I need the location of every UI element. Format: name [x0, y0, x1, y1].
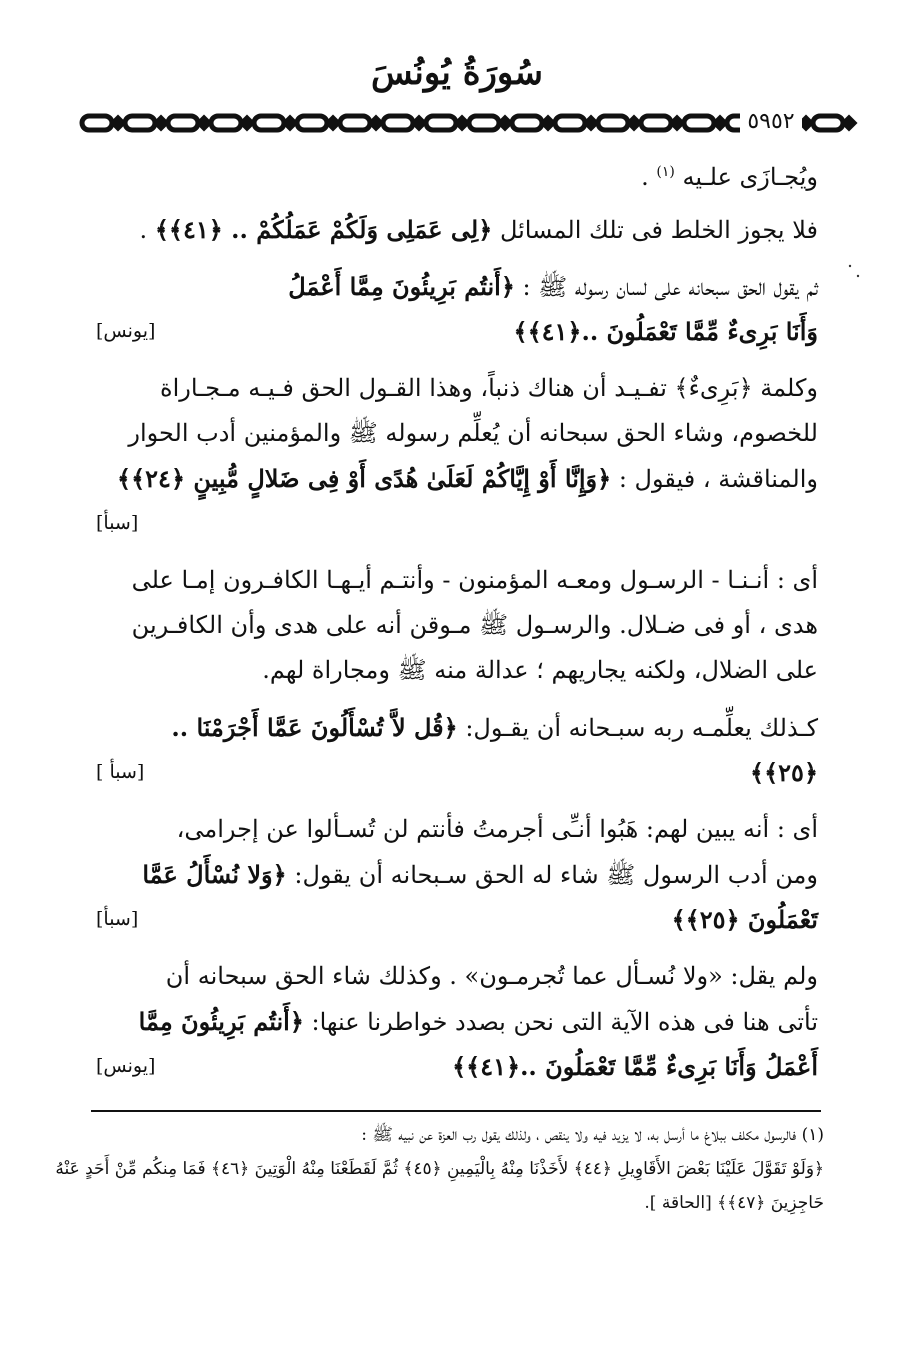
chain-diamond: [500, 118, 510, 128]
text-line: [96, 558, 818, 603]
text-line: [96, 603, 818, 648]
chain-diamond: [629, 118, 639, 128]
text: ولم يقل: «ولا نُسـأل عما تُجرمـون» . وكذلك شاء الحق سبحانه أن: [165, 962, 818, 990]
surah-reference: [سبأ]: [96, 512, 139, 534]
footnote-marker: (١): [656, 164, 675, 180]
text-line: [96, 207, 818, 252]
chain-link: [598, 116, 628, 130]
text-line: [96, 750, 818, 795]
margin-specks: [846, 262, 866, 282]
chain-diamond: [715, 118, 725, 128]
text: كـذلك يعلِّمـه ربه سبـحانه أن يقـول:: [465, 714, 818, 742]
text: ومن أدب الرسول ﷺ شاء له الحق سـبحانه أن يقول:: [294, 861, 818, 889]
text-line: [96, 648, 818, 693]
quran-verse: ﴿أَنتُم بَرِيئُونَ مِمَّا: [138, 1007, 304, 1036]
text-line: [96, 366, 818, 411]
chain-link: [125, 116, 155, 130]
surah-reference: [يونس]: [96, 320, 156, 342]
text: تأتى هنا فى هذه الآية التى نحن بصدد خواطرنا عنها:: [311, 1008, 818, 1036]
text: للخصوم، وشاء الحق سبحانه أن يُعلِّم رسوله ﷺ والمؤمنين أدب الحوار: [128, 419, 818, 447]
chain-link: [555, 116, 585, 130]
chain-link: [813, 116, 843, 130]
text: أى : أنـنـا - الرسـول ومعـه المؤمنون - وأنتـم أيـهـا الكافـرون إمـا على: [131, 566, 818, 594]
text-line: [96, 501, 818, 546]
chain-link: [426, 116, 456, 130]
footnote-divider: [91, 1110, 821, 1112]
chain-diamond: [113, 118, 123, 128]
text-line: [96, 807, 818, 852]
quran-verse: تَعْمَلُونَ ﴿٢٥﴾﴾: [671, 905, 818, 934]
chain-diamond: [414, 118, 424, 128]
text-line: [96, 954, 818, 999]
chain-link: [383, 116, 413, 130]
chain-diamond: [285, 118, 295, 128]
chain-diamond: [242, 118, 252, 128]
surah-reference: [سبأ ]: [96, 761, 145, 783]
text-line: [96, 999, 818, 1044]
footnote-line: حَاجِزِينَ ﴿٤٧﴾﴾ [الحاقة ].: [644, 1193, 824, 1213]
chain-link: [168, 116, 198, 130]
text: .: [641, 163, 649, 191]
chain-link: [684, 116, 714, 130]
text: ثم يقول الحق سبحانه على لسان رسوله ﷺ :: [522, 273, 818, 301]
text-line: [96, 705, 818, 750]
text: ويُجـازَى علـيه: [682, 163, 818, 191]
page-body: [96, 150, 818, 1089]
text-line: [96, 852, 818, 897]
chain-link: [254, 116, 284, 130]
text: والمناقشة ، فيقول :: [618, 465, 818, 493]
chain-link: [469, 116, 499, 130]
chain-diamond: [672, 118, 682, 128]
chain-link: [211, 116, 241, 130]
text-line: [96, 897, 818, 942]
quran-verse: وَأَنَا بَرِىءٌ مِّمَّا تَعْمَلُونَ ..﴿٤١﴾﴾: [513, 317, 818, 346]
chain-diamond: [543, 118, 553, 128]
chain-diamond: [457, 118, 467, 128]
quran-verse: أَعْمَلُ وَأَنَا بَرِىءٌ مِّمَّا تَعْمَلُونَ ..﴿٤١﴾﴾: [452, 1052, 818, 1081]
text: هدى ، أو فى ضـلال. والرسـول ﷺ مـوقن أنه على هدى وأن الكافـرين: [131, 611, 818, 639]
text-line: [96, 309, 818, 354]
surah-reference: [يونس]: [96, 1055, 156, 1077]
chain-diamond: [199, 118, 209, 128]
quran-verse: ﴿قُل لاَّ تُسْأَلُونَ عَمَّا أَجْرَمْنَا ..: [171, 713, 458, 742]
footnote: [55, 1118, 824, 1220]
chain-diamond: [586, 118, 596, 128]
quran-verse: ﴿أَنتُم بَرِيئُونَ مِمَّا أَعْمَلُ: [288, 272, 515, 301]
quran-verse: ﴿وَإِنَّا أَوْ إِيَّاكُمْ لَعَلَىٰ هُدًى أَوْ فِى ضَلالٍ مُّبِينٍ ﴿٢٤﴾﴾: [117, 464, 612, 493]
text-line: [96, 456, 818, 501]
quran-verse: ﴿وَلا نُسْأَلُ عَمَّا: [142, 860, 287, 889]
ornamental-border: [78, 110, 848, 136]
footnote-line: ﴿وَلَوْ تَقَوَّلَ عَلَيْنَا بَعْضَ الأَقَاوِيلِ ﴿٤٤﴾ لأَخَذْنَا مِنْهُ بِالْيَمِينِ ﴿٤٥﴾ ثُمَّ لَقَطَعْنَا مِنْهُ الْوَتِينَ ﴿٤٦﴾ فَمَا مِنكُم مِّنْ أَحَدٍ عَنْهُ: [55, 1159, 824, 1179]
chain-link: [512, 116, 542, 130]
chain-diamond: [328, 118, 338, 128]
text-line: [96, 264, 818, 309]
text: أى : أنه يبين لهم: هَبُوا أنـِّى أجرمتُ فأنتم لن تُسـألوا عن إجرامى،: [176, 815, 818, 843]
text: فلا يجوز الخلط فى تلك المسائل: [499, 216, 818, 244]
surah-title: سُورَةُ يُونُسَ: [371, 53, 543, 93]
text: .: [139, 216, 148, 244]
text: على الضلال، ولكنه يجاريهم ؛ عدالة منه ﷺ ومجاراة لهم.: [262, 656, 818, 684]
chain-link: [641, 116, 671, 130]
chain-diamond: [156, 118, 166, 128]
chain-diamond: [371, 118, 381, 128]
text-line: [96, 1044, 818, 1089]
text-line: [96, 411, 818, 456]
page-number: ٥٩٥٢: [740, 109, 802, 135]
chain-diamond: [844, 118, 854, 128]
quran-verse: ﴿٢٥﴾﴾: [750, 758, 818, 787]
chain-link: [82, 116, 112, 130]
quran-verse: ﴿لِى عَمَلِى وَلَكُمْ عَمَلُكُمْ .. ﴿٤١﴾﴾: [154, 215, 493, 244]
text-line: [96, 150, 818, 195]
text: وكلمة ﴿بَرِىءٌ﴾ تفـيـد أن هناك ذنباً، وهذا القـول الحق فـيـه مـجـاراة: [160, 374, 818, 402]
chain-diamond: [801, 118, 811, 128]
surah-reference: [سبأ]: [96, 908, 139, 930]
chain-link: [297, 116, 327, 130]
footnote-line: (١) فالرسول مكلف ببلاغ ما أرسل به، لا يزيد فيه ولا ينقص ، ولذلك يقول رب العزة عن نبيه ﷺ :: [361, 1125, 824, 1145]
chain-link: [340, 116, 370, 130]
